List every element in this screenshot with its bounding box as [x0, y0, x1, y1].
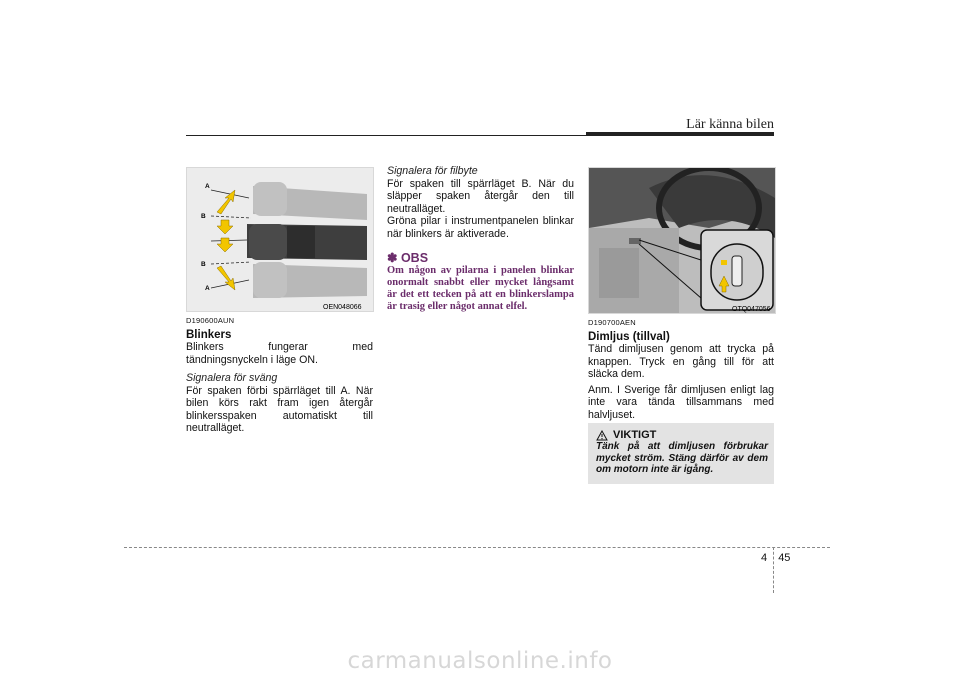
section-code: D190600AUN	[186, 316, 235, 325]
page-header-title: Lär känna bilen	[686, 117, 774, 132]
turn-signal-lever-illustration	[187, 168, 373, 311]
figure-label-a-bottom: A	[205, 285, 210, 292]
fog-text-2: Anm. I Sverige får dimljusen enligt lag inte vara tända tillsammans med halvljuset.	[588, 383, 774, 421]
blinkers-intro: Blinkers fungerar med tändningsnyckeln i läge ON.	[186, 341, 373, 366]
figure-label-a-top: A	[205, 183, 210, 190]
section-number: 4	[761, 552, 768, 564]
figure-label-b-bottom: B	[201, 261, 206, 268]
fog-light-figure	[588, 167, 776, 314]
turn-text: För spaken förbi spärrläget till A. När bilen körs rakt fram igen återgår blinkersspaken automatiskt till neutralläget.	[186, 384, 373, 434]
fog-text-1: Tänd dimljusen genom att trycka på knappen. Tryck en gång till för att släcka dem.	[588, 343, 774, 380]
lane-change-text-1: För spaken till spärrläget B. När du släpper spaken återgår den till neutralläget.	[387, 177, 574, 215]
header-bar	[586, 132, 774, 136]
section-code-fog: D190700AEN	[588, 318, 636, 327]
obs-title: ✽ OBS	[387, 251, 429, 265]
section-heading-fog: Dimljus (tillval)	[588, 330, 670, 343]
figure-code-right: OTQ047056	[732, 306, 771, 313]
subheading-lane-change: Signalera för filbyte	[387, 165, 478, 177]
dashboard-illustration	[589, 168, 775, 313]
page-number	[761, 552, 790, 564]
section-heading: Blinkers	[186, 328, 232, 341]
warning-triangle-icon	[596, 430, 608, 441]
lane-change-section	[387, 165, 574, 313]
fog-light-section	[588, 317, 774, 421]
figure-label-b-top: B	[201, 213, 206, 220]
lane-change-text-2: Gröna pilar i instrumentpanelen blinkar när blinkers är aktiverade.	[387, 215, 574, 240]
warning-text: Tänk på att dimljusen förbrukar mycket ström. Stäng därför av dem om motorn inte är igång.	[596, 441, 768, 475]
turn-signal-figure	[186, 167, 374, 312]
footer-rule	[124, 547, 830, 548]
blinkers-section	[186, 315, 373, 435]
watermark: carmanualsonline.info	[347, 648, 613, 674]
header-rule	[186, 135, 586, 136]
obs-text: Om någon av pilarna i panelen blinkar onormalt snabbt eller mycket långsamt är det ett tecken på att en blinkerslampa är trasig eller något annat elfel.	[387, 264, 574, 312]
warning-title: VIKTIGT	[613, 429, 657, 441]
figure-code-left: OEN048066	[323, 304, 362, 311]
subheading-turn: Signalera för sväng	[186, 372, 278, 384]
page-number-value: 45	[778, 552, 791, 564]
warning-box	[588, 423, 774, 484]
